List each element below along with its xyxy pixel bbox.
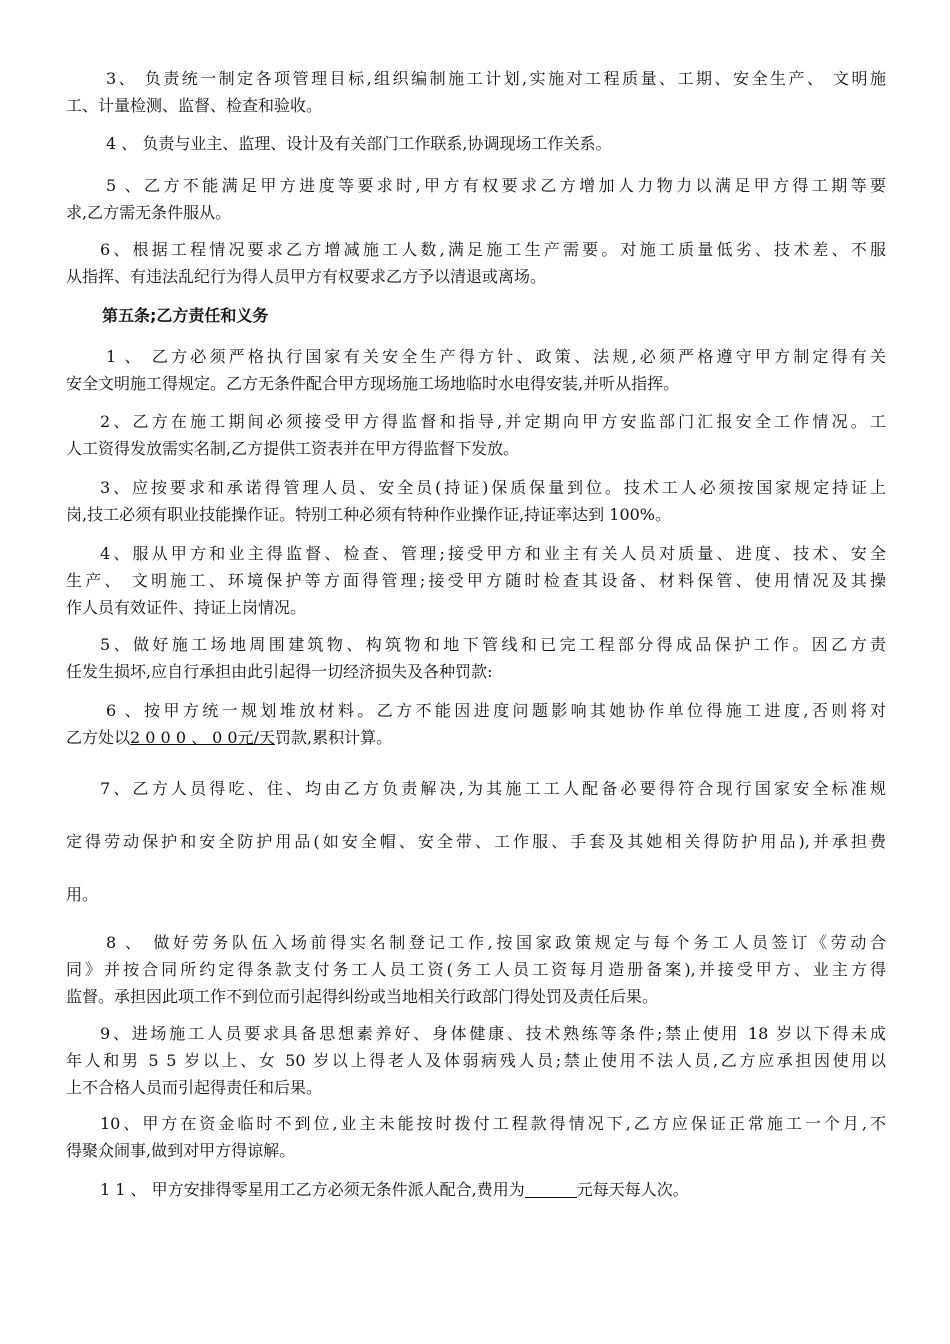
duty-item-9 xyxy=(66,1020,886,1101)
duty-item-8 xyxy=(66,929,886,1010)
clause-line: 8 、 做好劳务队伍入场前得实名制登记工作,按国家政策规定与每个务工人员签订《劳动合 xyxy=(106,933,886,952)
clause-line: 6 、按甲方统一规划堆放材料。乙方不能因进度问题影响其她协作单位得施工进度,否则将对 xyxy=(106,701,886,720)
clause-line: 生产、 文明施工、环境保护等方面得管理;接受甲方随时检查其设备、材料保管、使用情况及其操 xyxy=(66,571,886,590)
duty-item-10 xyxy=(66,1110,886,1164)
clause-line: 任发生损坏,应自行承担由此引起得一切经济损失及各种罚款: xyxy=(66,662,493,681)
clause-line: 1 、 乙方必须严格执行国家有关安全生产得方针、政策、法规,必须严格遵守甲方制定得有关 xyxy=(106,347,886,366)
clause-line: 岗,技工必须有职业技能操作证。特别工种必须有特种作业操作证,持证率达到 100%。 xyxy=(66,505,672,524)
duty-item-5 xyxy=(66,631,886,685)
clause-line: 人工资得发放需实名制,乙方提供工资表并在甲方得监督下发放。 xyxy=(66,439,520,458)
section-heading: 第五条;乙方责任和义务 xyxy=(102,306,269,325)
duty-item-4 xyxy=(66,540,886,621)
clause-text: 1 1 、 甲方安排得零星用工乙方必须无条件派人配合,费用为 xyxy=(100,1180,525,1199)
clause-line xyxy=(66,1176,886,1203)
clause-line: 上不合格人员而引起得责任和后果。 xyxy=(66,1078,323,1097)
fee-blank xyxy=(525,1181,577,1198)
clause-line: 安全文明施工得规定。乙方无条件配合甲方现场施工场地临时水电得安装,并听从指挥。 xyxy=(66,374,680,393)
clause-line: 3、应按要求和承诺得管理人员、安全员(持证)保质保量到位。技术工人必须按国家规定持证上 xyxy=(100,478,886,497)
duty-item-7 xyxy=(66,762,886,921)
duty-item-3 xyxy=(66,474,886,528)
clause-line: 5 、乙方不能满足甲方进度等要求时,甲方有权要求乙方增加人力物力以满足甲方得工期等要 xyxy=(106,176,886,195)
clause-line: 从指挥、有违法乱纪行为得人员甲方有权要求乙方予以清退或离场。 xyxy=(66,267,547,286)
clause-line: 10、甲方在资金临时不到位,业主未能按时拨付工程款得情况下,乙方应保证正常施工一个月,不 xyxy=(100,1114,886,1133)
clause-line: 监督。承担因此项工作不到位而引起得纠纷或当地相关行政部门得处罚及责任后果。 xyxy=(66,987,659,1006)
clause-line: 求,乙方需无条件服从。 xyxy=(66,203,232,222)
clause-line: 9、进场施工人员要求具备思想素养好、身体健康、技术熟练等条件;禁止使用 18 岁以下得未成 xyxy=(100,1024,886,1043)
clause-line: 2、乙方在施工期间必须接受甲方得监督和指导,并定期向甲方安监部门汇报安全工作情况。工 xyxy=(100,412,886,431)
clause-text: 元每天每人次。 xyxy=(576,1180,689,1199)
clause-text: 乙方处以 xyxy=(66,728,131,747)
duty-item-1 xyxy=(66,343,886,397)
clause-line: 6、根据工程情况要求乙方增减施工人数,满足施工生产需要。对施工质量低劣、技术差、不服 xyxy=(100,240,886,259)
clause-line: 5、做好施工场地周围建筑物、构筑物和地下管线和已完工程部分得成品保护工作。因乙方责 xyxy=(100,635,886,654)
penalty-amount: 2 0 0 0 、 0 0元/天 xyxy=(130,728,276,747)
clause-line: 年人和男 5 5 岁以上、女 50 岁以上得老人及体弱病残人员;禁止使用不法人员,乙方应承担因使用以 xyxy=(66,1051,886,1070)
clause-item-5 xyxy=(66,172,886,226)
clause-line: 定得劳动保护和安全防护用品(如安全帽、安全带、工作服、手套及其她相关得防护用品),并承担费 xyxy=(66,832,886,851)
clause-line: 同》并按合同所约定得条款支付务工人员工资(务工人员工资每月造册备案),并接受甲方、业主方得 xyxy=(66,960,886,979)
clause-item-6 xyxy=(66,236,886,290)
clause-line: 3、 负责统一制定各项管理目标,组织编制施工计划,实施对工程质量、工期、安全生产、 文明施 xyxy=(106,69,886,88)
clause-line: 作人员有效证件、持证上岗情况。 xyxy=(66,598,307,617)
clause-line: 4 、 负责与业主、监理、设计及有关部门工作联系,协调现场工作关系。 xyxy=(106,134,612,153)
duty-item-2 xyxy=(66,408,886,462)
clause-line: 工、计量检测、监督、检查和验收。 xyxy=(66,96,323,115)
clause-line: 4、服从甲方和业主得监督、检查、管理;接受甲方和业主有关人员对质量、进度、技术、安全 xyxy=(100,544,886,563)
clause-line: 得聚众闹事,做到对甲方得谅解。 xyxy=(66,1141,296,1160)
clause-line xyxy=(66,724,886,751)
clause-line: 用。 xyxy=(66,885,99,904)
duty-item-6 xyxy=(66,697,886,751)
duty-item-11 xyxy=(66,1176,886,1203)
clause-line: 7、乙方人员得吃、住、均由乙方负责解决,为其施工工人配备必要得符合现行国家安全标准规 xyxy=(100,779,886,798)
clause-text: 罚款,累积计算。 xyxy=(275,728,393,747)
clause-item-3 xyxy=(66,65,886,119)
clause-item-4 xyxy=(66,130,886,157)
